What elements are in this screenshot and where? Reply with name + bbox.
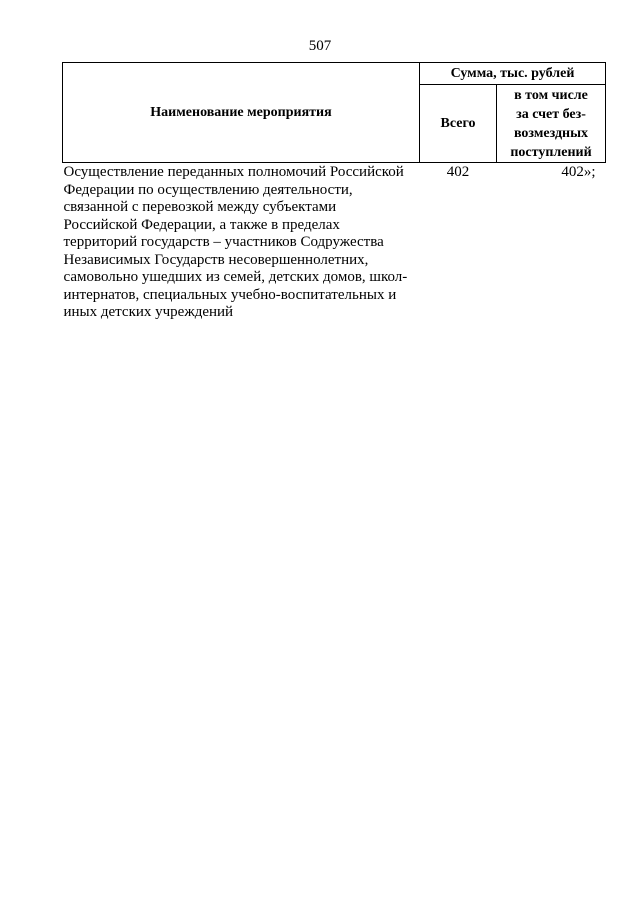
header-sum: Сумма, тыс. рублей bbox=[420, 63, 606, 85]
row-free-receipts: 402»; bbox=[561, 164, 596, 180]
row-total: 402 bbox=[446, 164, 470, 180]
row-measure-name: Осуществление переданных полномочий Российской Федерации по осуществлению деятельности, связанной с перевозкой между субъектами Российской Федерации, а также в пределах территорий государств – участников Содружества Независимых Государств несовершеннолетних, самовольно ушедших из семей, детских домов, школ- интернатов, специальных учебно-воспитательных и иных детских учреждений bbox=[63, 164, 408, 320]
table-row bbox=[63, 163, 606, 323]
table-body bbox=[63, 163, 606, 323]
header-row-top bbox=[63, 63, 606, 85]
table-header bbox=[63, 63, 606, 163]
budget-table bbox=[62, 62, 606, 323]
page-number: 507 bbox=[308, 38, 332, 54]
header-free-receipts: в том числе за счет без- возмездных поступлений bbox=[497, 85, 606, 163]
header-measure-name: Наименование мероприятия bbox=[63, 63, 420, 163]
header-total: Всего bbox=[420, 85, 497, 163]
